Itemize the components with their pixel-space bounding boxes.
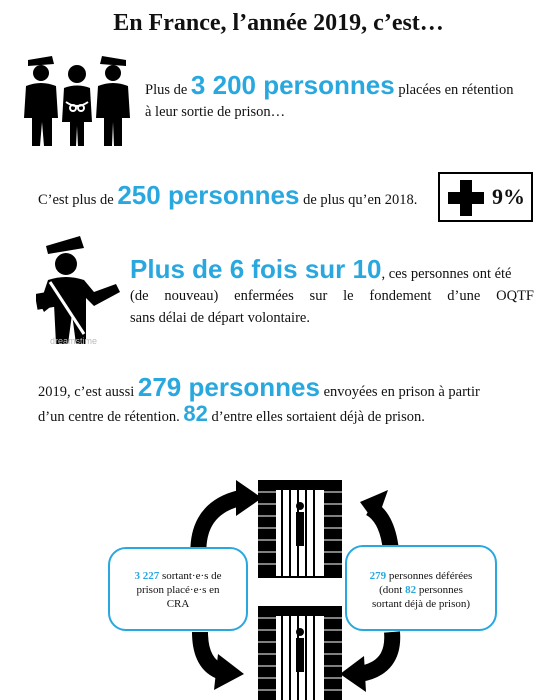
bubble-left-text1: sortant·e·s de [159, 570, 222, 582]
police-officer-icon [36, 234, 128, 352]
bubble-right-text1: personnes déférées [386, 570, 473, 582]
bubble-right-text2-suffix: personnes [416, 584, 463, 596]
highlight-250: 250 personnes [117, 180, 300, 210]
bubble-right-number: 279 [369, 570, 387, 582]
police-escort-icon [18, 52, 136, 148]
bubble-left-text3: CRA [166, 598, 190, 610]
highlight-3200: 3 200 personnes [190, 70, 395, 100]
text-line2: à leur sortie de prison… [145, 104, 286, 120]
section-prison [38, 372, 534, 428]
bubble-left-number: 3 227 [134, 570, 160, 582]
highlight-279: 279 personnes [137, 372, 320, 402]
text-line2-prefix: d’un centre de rétention. [38, 409, 184, 425]
highlight-82: 82 [183, 401, 208, 426]
bubble-left [108, 547, 248, 631]
text-suffix: envoyées en prison à partir [319, 384, 480, 400]
text-prefix: 2019, c’est aussi [38, 384, 138, 400]
text-line2-suffix: d’entre elles sortaient déjà de prison. [207, 409, 425, 425]
text-line3: sans délai de départ volontaire. [130, 310, 310, 326]
text-suffix: placées en rétention [394, 82, 514, 98]
text-prefix: C’est plus de [38, 192, 118, 208]
percent-badge [438, 172, 533, 222]
watermark: dreamstime [50, 336, 98, 346]
prison-cell-icon [258, 480, 342, 578]
highlight-6-sur-10: Plus de 6 fois sur 10 [130, 254, 382, 284]
text-prefix: Plus de [145, 82, 191, 98]
bubble-right-text2-prefix: (dont [379, 584, 406, 596]
text-line1: , ces personnes ont été [381, 266, 512, 282]
section-retention [145, 70, 545, 123]
plus-icon [448, 180, 484, 216]
text-line2: (de nouveau) enfermées sur le fondement d’une OQTF [130, 288, 534, 304]
bubble-left-text2: prison placé·e·s en [136, 584, 220, 596]
page-title: En France, l’année 2019, c’est… [113, 10, 444, 36]
percent-value: 9% [492, 184, 525, 209]
section-oqtf [130, 254, 534, 329]
section-increase [38, 180, 418, 211]
bubble-right [345, 545, 497, 631]
bubble-right-number2: 82 [405, 584, 417, 596]
text-suffix: de plus qu’en 2018. [299, 192, 418, 208]
bubble-right-text3: sortant déjà de prison) [371, 598, 471, 610]
